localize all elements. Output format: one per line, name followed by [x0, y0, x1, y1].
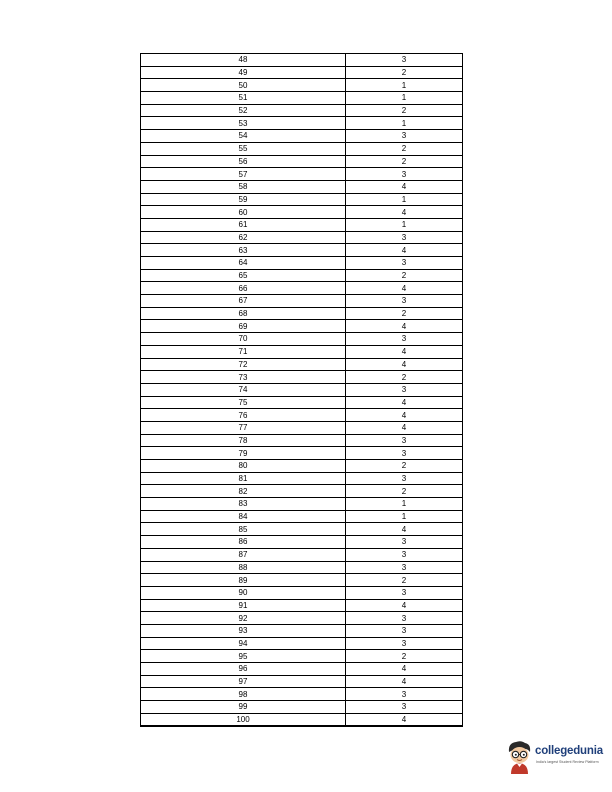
question-number-cell: 69 — [141, 320, 346, 333]
question-number-cell: 55 — [141, 142, 346, 155]
table-row — [141, 345, 463, 358]
question-number-cell: 89 — [141, 574, 346, 587]
question-number-cell: 92 — [141, 612, 346, 625]
answer-cell: 2 — [346, 460, 463, 473]
table-row — [141, 92, 463, 105]
question-number-cell: 79 — [141, 447, 346, 460]
question-number-cell: 87 — [141, 548, 346, 561]
question-number-cell: 72 — [141, 358, 346, 371]
answer-cell: 4 — [346, 282, 463, 295]
table-row — [141, 447, 463, 460]
table-row — [141, 612, 463, 625]
table-row — [141, 358, 463, 371]
table-row — [141, 548, 463, 561]
table-row — [141, 561, 463, 574]
table-row — [141, 485, 463, 498]
table-row — [141, 599, 463, 612]
table-row — [141, 257, 463, 270]
question-number-cell: 73 — [141, 371, 346, 384]
question-number-cell: 88 — [141, 561, 346, 574]
question-number-cell: 65 — [141, 269, 346, 282]
table-row — [141, 155, 463, 168]
answer-cell: 2 — [346, 307, 463, 320]
answer-cell: 3 — [346, 701, 463, 714]
answer-cell: 3 — [346, 472, 463, 485]
table-row — [141, 650, 463, 663]
answer-cell: 4 — [346, 421, 463, 434]
answer-cell: 4 — [346, 358, 463, 371]
table-row — [141, 231, 463, 244]
question-number-cell: 54 — [141, 130, 346, 143]
answer-cell: 3 — [346, 561, 463, 574]
table-row — [141, 104, 463, 117]
table-row — [141, 244, 463, 257]
table-row — [141, 498, 463, 511]
question-number-cell: 64 — [141, 257, 346, 270]
answer-cell: 4 — [346, 713, 463, 726]
table-row — [141, 218, 463, 231]
question-number-cell: 100 — [141, 713, 346, 726]
answer-cell: 2 — [346, 371, 463, 384]
table-row — [141, 586, 463, 599]
table-row — [141, 663, 463, 676]
question-number-cell: 97 — [141, 675, 346, 688]
question-number-cell: 81 — [141, 472, 346, 485]
question-number-cell: 74 — [141, 383, 346, 396]
table-row — [141, 206, 463, 219]
question-number-cell: 85 — [141, 523, 346, 536]
table-row — [141, 269, 463, 282]
question-number-cell: 80 — [141, 460, 346, 473]
mascot-icon — [505, 740, 533, 774]
answer-cell: 4 — [346, 320, 463, 333]
answer-cell: 4 — [346, 180, 463, 193]
answer-cell: 4 — [346, 523, 463, 536]
question-number-cell: 63 — [141, 244, 346, 257]
answer-cell: 2 — [346, 485, 463, 498]
answer-cell: 2 — [346, 142, 463, 155]
table-row — [141, 675, 463, 688]
answer-cell: 1 — [346, 193, 463, 206]
table-row — [141, 168, 463, 181]
table-row — [141, 54, 463, 67]
question-number-cell: 86 — [141, 536, 346, 549]
logo-tagline: India's largest Student Review Platform — [536, 760, 599, 764]
collegedunia-logo — [505, 740, 609, 774]
question-number-cell: 58 — [141, 180, 346, 193]
answer-cell: 2 — [346, 650, 463, 663]
table-row — [141, 688, 463, 701]
answer-cell: 3 — [346, 168, 463, 181]
answer-cell: 3 — [346, 612, 463, 625]
question-number-cell: 96 — [141, 663, 346, 676]
answer-cell: 1 — [346, 92, 463, 105]
answer-cell: 3 — [346, 231, 463, 244]
answer-cell: 3 — [346, 54, 463, 67]
question-number-cell: 67 — [141, 295, 346, 308]
question-number-cell: 82 — [141, 485, 346, 498]
answer-cell: 2 — [346, 269, 463, 282]
answer-cell: 4 — [346, 206, 463, 219]
question-number-cell: 84 — [141, 510, 346, 523]
answer-cell: 1 — [346, 510, 463, 523]
question-number-cell: 66 — [141, 282, 346, 295]
question-number-cell: 75 — [141, 396, 346, 409]
table-row — [141, 130, 463, 143]
question-number-cell: 68 — [141, 307, 346, 320]
answer-cell: 2 — [346, 574, 463, 587]
question-number-cell: 99 — [141, 701, 346, 714]
question-number-cell: 62 — [141, 231, 346, 244]
question-number-cell: 77 — [141, 421, 346, 434]
answer-key-table — [140, 53, 463, 727]
table-row — [141, 320, 463, 333]
table-row — [141, 536, 463, 549]
table-row — [141, 295, 463, 308]
table-row — [141, 637, 463, 650]
question-number-cell: 51 — [141, 92, 346, 105]
answer-cell: 3 — [346, 688, 463, 701]
table-row — [141, 460, 463, 473]
table-row — [141, 510, 463, 523]
answer-cell: 4 — [346, 396, 463, 409]
table-row — [141, 66, 463, 79]
question-number-cell: 94 — [141, 637, 346, 650]
answer-cell: 1 — [346, 218, 463, 231]
answer-cell: 4 — [346, 675, 463, 688]
answer-key-rows — [141, 54, 463, 727]
answer-cell: 4 — [346, 599, 463, 612]
answer-cell: 3 — [346, 434, 463, 447]
question-number-cell: 57 — [141, 168, 346, 181]
table-row — [141, 409, 463, 422]
table-row — [141, 396, 463, 409]
answer-cell: 4 — [346, 663, 463, 676]
table-row — [141, 193, 463, 206]
table-row — [141, 574, 463, 587]
answer-cell: 3 — [346, 447, 463, 460]
table-row — [141, 307, 463, 320]
answer-cell: 3 — [346, 536, 463, 549]
table-row — [141, 434, 463, 447]
table-row — [141, 180, 463, 193]
answer-cell: 3 — [346, 637, 463, 650]
table-row — [141, 117, 463, 130]
question-number-cell: 48 — [141, 54, 346, 67]
question-number-cell: 50 — [141, 79, 346, 92]
question-number-cell: 52 — [141, 104, 346, 117]
question-number-cell: 91 — [141, 599, 346, 612]
table-row — [141, 701, 463, 714]
question-number-cell: 53 — [141, 117, 346, 130]
table-row — [141, 142, 463, 155]
answer-cell: 1 — [346, 117, 463, 130]
table-row — [141, 282, 463, 295]
question-number-cell: 90 — [141, 586, 346, 599]
question-number-cell: 98 — [141, 688, 346, 701]
answer-cell: 3 — [346, 295, 463, 308]
answer-cell: 3 — [346, 333, 463, 346]
answer-cell: 4 — [346, 409, 463, 422]
question-number-cell: 71 — [141, 345, 346, 358]
question-number-cell: 76 — [141, 409, 346, 422]
question-number-cell: 78 — [141, 434, 346, 447]
question-number-cell: 61 — [141, 218, 346, 231]
table-row — [141, 624, 463, 637]
table-row — [141, 383, 463, 396]
question-number-cell: 95 — [141, 650, 346, 663]
table-row — [141, 713, 463, 726]
answer-cell: 1 — [346, 498, 463, 511]
answer-cell: 3 — [346, 624, 463, 637]
table-row — [141, 79, 463, 92]
table-row — [141, 523, 463, 536]
table-row — [141, 472, 463, 485]
answer-cell: 3 — [346, 257, 463, 270]
answer-cell: 3 — [346, 548, 463, 561]
answer-cell: 4 — [346, 244, 463, 257]
answer-cell: 4 — [346, 345, 463, 358]
table-row — [141, 371, 463, 384]
table-row — [141, 421, 463, 434]
answer-cell: 3 — [346, 383, 463, 396]
question-number-cell: 59 — [141, 193, 346, 206]
answer-cell: 1 — [346, 79, 463, 92]
answer-cell: 3 — [346, 130, 463, 143]
question-number-cell: 60 — [141, 206, 346, 219]
question-number-cell: 93 — [141, 624, 346, 637]
answer-cell: 2 — [346, 66, 463, 79]
answer-cell: 2 — [346, 104, 463, 117]
answer-cell: 3 — [346, 586, 463, 599]
question-number-cell: 70 — [141, 333, 346, 346]
question-number-cell: 56 — [141, 155, 346, 168]
logo-wordmark: collegedunia — [535, 745, 603, 757]
question-number-cell: 83 — [141, 498, 346, 511]
answer-cell: 2 — [346, 155, 463, 168]
table-row — [141, 333, 463, 346]
question-number-cell: 49 — [141, 66, 346, 79]
